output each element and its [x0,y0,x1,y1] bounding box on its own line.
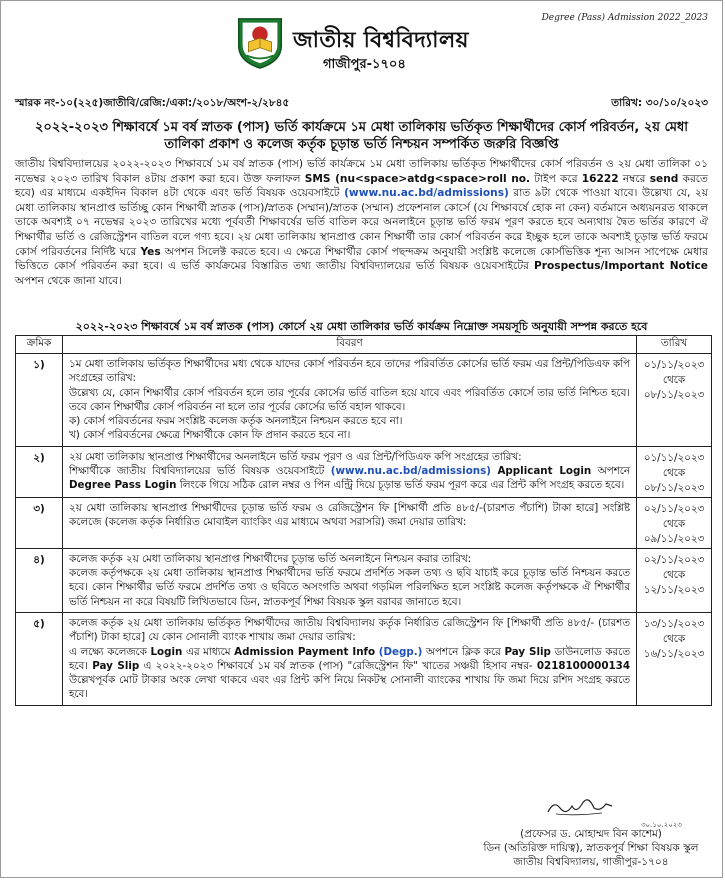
date-from: ০২/১১/২০২৩ [643,502,705,515]
row-description: ২য় মেধা তালিকায় স্থানপ্রাপ্ত শিক্ষার্থীদের চূড়ান্ত ভর্তি ফরম ও রেজিস্ট্রেশন ফি [শিক্ষার্থী প্রতি ৪৮৫/-(চারশত পঁচাশি) টাকা হারে] সংশ্লিষ্ট কলেজে (কলেজ কর্তৃক নির্ধারিত মোবাইল ব্যাংকিং এর মাধ্যমে অথবা সরাসরি) জমা দেয়ার তারিখ: [63,497,637,548]
table-row [16,354,712,447]
row-line: ১ম মেধা তালিকায় ভর্তিকৃত শিক্ষার্থীদের মধ্য থেকে যাদের কোর্স পরিবর্তন হবে তাদের পরিবর্তিত কোর্সের ভর্তি ফরম এর প্রিন্ট/পিডিএফ কপি সংগ্রহের তারিখ: [69,358,630,385]
date-connector: থেকে [662,632,686,645]
admission-url-link[interactable]: (www.nu.ac.bd/admissions) [344,187,509,200]
date-to: ১২/১১/২০২৩ [643,583,705,596]
row-serial: ২) [16,446,63,497]
signature-block [471,827,711,869]
row-line: ২য় মেধা তালিকায় স্থানপ্রাপ্ত শিক্ষার্থীদের অনলাইনে ভর্তি ফরম পূরণ ও এর প্রিন্ট/পিডিএফ কপি সংগ্রহের তারিখ: [69,450,522,463]
row-description [63,354,637,447]
row-description [63,446,637,497]
header-date: তারিখ [637,336,712,354]
sms-format: SMS (nu<space>atdg<space>roll no. [304,172,531,185]
sms-send: send [649,172,679,185]
row-serial: ৫) [16,612,63,705]
table-row [16,497,712,548]
account-number: 0218100000134 [536,659,630,672]
university-name: জাতীয় বিশ্ববিদ্যালয় [293,28,469,53]
body-text: টাইপ করে [530,172,582,185]
row-text: ডাউনলোড করতে হবে। [69,645,631,672]
date-to: ০৮/১১/২০২৩ [643,481,705,494]
table-row [16,446,712,497]
notice-body [15,157,708,288]
date-connector: থেকে [662,374,686,386]
signatory-designation: ডিন (অতিরিক্ত দায়িত্ব), স্নাতকপূর্ব শিক্ষা বিষয়ক স্কুল [483,842,699,854]
date-connector: থেকে [662,466,686,479]
body-text: নম্বরে [618,172,650,185]
row-line: খ) কোর্স পরিবর্তনের ক্ষেত্রে শিক্ষার্থীকে কোন ফি প্রদান করতে হবে না। [69,429,351,442]
pay-slip-label: Pay Slip [504,645,551,658]
row-date [637,497,712,548]
date-from: ০১/১১/২০২৩ [643,359,705,371]
notice-title: ২০২২-২০২৩ শিক্ষাবর্ষে ১ম বর্ষ স্নাতক (পাস) ভর্তি কার্যক্রমে ১ম মেধা তালিকায় ভর্তিকৃত শিক্ষার্থীদের কোর্স পরিবর্তন, ২য় মেধা তালিকা প্রকাশ ও কলেজ কর্তৃক চূড়ান্ত ভর্তি নিশ্চয়ন সম্পর্কিত জরুরি বিজ্ঞপ্তি [34,120,689,152]
body-text: জাতীয় বিশ্ববিদ্যালয়ের ২০২২-২০২৩ শিক্ষাবর্ষে ১ম বর্ষ স্নাতক (পাস) ভর্তি কার্যক্রমে ১ম মেধা তালিকায় ভর্তিকৃত শিক্ষার্থীদের কোর্স পরিবর্তন ও ২য় মেধা তালিকা ০১ নভেম্বর ২০২৩ তারিখ বিকাল ৪টায় প্রকাশ করা হবে। উক্ত ফলাফল [15,158,708,185]
table-row [16,612,712,705]
date-connector: থেকে [662,568,686,581]
login-option: Login [150,645,183,658]
schedule-table [15,335,712,706]
yes-option: Yes [140,245,161,258]
row-line: কলেজ কর্তৃপক্ষকে ২য় মেধা তালিকায় স্থানপ্রাপ্ত শিক্ষার্থীদের ভর্তি ফরমে প্রদর্শিত সকল তথ্য ও ছবি যাচাই করে চূড়ান্ত ভর্তি নিশ্চয়ন করতে হবে। কোন শিক্ষার্থীর ভর্তি ফরমে প্রদর্শিত তথ্য ও ছবিতে অসংগতি অথবা গড়মিল পরিলক্ষিত হলে সংশ্লিষ্ট কলেজ কর্তৃপক্ষকে ঐ শিক্ষার্থীর ভর্তি নিশ্চয়ন না করে বিষয়টি লিখিতভাবে ডিন, স্নাতকপূর্ব শিক্ষা বিষয়ক স্কুল বরাবর জানাতে হবে। [69,567,630,608]
row-text: অপশনে ক্লিক করে [422,645,505,658]
schedule-title: ২০২২-২০২৩ শিক্ষাবর্ষে ১ম বর্ষ স্নাতক (পাস) কোর্সে ২য় মেধা তালিকার ভর্তি কার্যক্রম নিম্নোক্ত সময়সূচি অনুযায়ী সম্পন্ন করতে হবে [75,320,648,333]
admission-url-link[interactable]: (www.nu.ac.bd/admissions) [330,465,491,478]
row-date [637,612,712,705]
row-date [637,354,712,447]
date-from: ১৩/১১/২০২৩ [643,617,705,630]
corner-note: Degree (Pass) Admission 2022_2023 [541,13,708,23]
row-serial: ১) [16,354,63,447]
row-description [63,548,637,612]
row-text: শিক্ষার্থীকে জাতীয় বিশ্ববিদ্যালয়ের ভর্তি বিষয়ক ওয়েবসাইটে [69,465,331,478]
table-header-row [16,336,712,354]
body-text: রাত ৯টা থেকে পাওয়া যাবে। উল্লেখ্য যে, ২য় মেধা তালিকায় স্থানপ্রাপ্ত ভর্তিচ্ছু কোন শিক্ষার্থী স্নাতক (পাস)/স্নাতক (সম্মান)/স্নাতক (সম্মান) প্রফেশনাল কোর্সে (যে শিক্ষাবর্ষে হোক না কেন) বর্তমানে অধ্যয়নরত থাকলে তাকে অবশ্যই ০৭ নভেম্বর ২০২৩ তারিখের মধ্যে পূর্ববর্তী শিক্ষাবর্ষের ভর্তি বাতিল করে অনলাইনে চূড়ান্ত ভর্তি ফরম পূরণ করতে হবে অন্যথায় দ্বৈত ভর্তির কারণে ঐ শিক্ষার্থীর ভর্তি ও রেজিস্ট্রেশন বাতিল বলে গণ্য হবে। ২য় মেধা তালিকায় স্থানপ্রাপ্ত কোন শিক্ষার্থী তার কোর্স পরিবর্তন করে ইচ্ছুক হলে তাকে অবশ্যই চূড়ান্ত ভর্তি ফরমে কোর্স পরিবর্তনের নির্দিষ্ট ঘরে [15,187,708,258]
admission-payment-info-option: Admission Payment Info [234,645,376,658]
header-description: বিবরণ [63,336,637,354]
row-text: লিংকে গিয়ে সঠিক রোল নম্বর ও পিন এন্ট্রি দিয়ে চূড়ান্ত ভর্তি ফরম পূরণ করে এর প্রিন্ট কপি সংগ্রহ করতে হবে। [176,479,625,492]
memo-ref: স্মারক নং-১০(২২৫)জাতীবি/রেজি:/একা:/২০১৮/অংশ-২/২৮৪৫ [15,97,290,109]
row-date [637,446,712,497]
row-line: ক) কোর্স পরিবর্তনের ফরম সংশ্লিষ্ট কলেজ কর্তৃক অনলাইনে নিশ্চয়ন করতে হবে না। [69,415,403,428]
row-text: এ ২০২২-২০২৩ শিক্ষাবর্ষে ১ম বর্ষ স্নাতক (পাস) "রেজিস্ট্রেশন ফি" খাতের সঞ্চয়ী হিসাব নম্বর- [139,659,537,672]
row-line: কলেজ কর্তৃক ২য় মেধা তালিকায় স্থানপ্রাপ্ত শিক্ষার্থীদের চূড়ান্ত ভর্তি অনলাইনে নিশ্চয়ন করার তারিখ: [69,552,472,565]
memo-date: তারিখ: ৩০/১০/২০২৩ [611,97,708,109]
body-text: অপশন থেকে জানা যাবে। [15,274,122,287]
signature-icon [546,796,616,818]
row-text: এ লক্ষ্যে কলেজকে [69,645,151,658]
row-description [63,612,637,705]
header-serial: ক্রমিক [16,336,63,354]
date-to: ১৬/১১/২০২৩ [643,647,705,660]
degp-tag: (Degp.) [378,645,423,658]
body-text: অপশন সিলেক্ট করতে হবে। এ ক্ষেত্রে শিক্ষার্থীর কোর্স পছন্দক্রম অনুযায়ী সংশ্লিষ্ট কলেজে কোর্সভিত্তিক শূন্য আসন সাপেক্ষে মেধার ভিত্তিতে কোর্স পরিবর্তন করা হবে। এ ভর্তি কার্যক্রমের বিস্তারিত তথ্য জাতীয় বিশ্ববিদ্যালয়ের ভর্তি বিষয়ক ওয়েবসাইটের [15,245,708,273]
sms-number: 16222 [581,172,619,185]
degree-pass-login-link: Degree Pass Login [69,479,177,492]
date-to: ০৮/১১/২০২৩ [643,389,705,401]
date-from: ০১/১১/২০২৩ [643,451,705,464]
header [1,13,722,83]
table-row [16,548,712,612]
row-date [637,548,712,612]
prospectus-option: Prospectus/Important Notice [534,260,708,273]
date-to: ০৯/১১/২০২৩ [643,532,705,545]
pay-slip-label: Pay Slip [92,659,140,672]
row-serial: ৪) [16,548,63,612]
signatory-office: জাতীয় বিশ্ববিদ্যালয়, গাজীপুর-১৭০৪ [513,856,669,868]
row-text: অপশনে [591,465,631,478]
row-line: উল্লেখ্য যে, কোন শিক্ষার্থীর কোর্স পরিবর্তন হলে তার পূর্বের কোর্সের ভর্তি বাতিল হয়ে যাবে এবং পরিবর্তিত কোর্সে তার ভর্তি নিশ্চিত হবে। তবে কোন শিক্ষার্থীর কোর্স পরিবর্তন না হলে তার পূর্বের কোর্সের ভর্তি বহাল থাকবে। [69,386,630,413]
applicant-login-option: Applicant Login [497,465,592,478]
row-line: কলেজ কর্তৃক ২য় মেধা তালিকায় ভর্তিকৃত শিক্ষার্থীদের জাতীয় বিশ্ববিদ্যালয় কর্তৃক নির্ধারিত রেজিস্ট্রেশন ফি [শিক্ষার্থী প্রতি ৪৮৫/- (চারশত পঁচাশি) টাকা হারে] যে কোন সোনালী ব্যাংক শাখায় জমা দেয়ার তারিখ: [69,616,630,644]
signatory-name: (প্রফেসর ড. মোহাম্মদ বিন কাশেম) [520,828,662,840]
signature-date: ৩০.১০.২০২৩ [641,821,682,829]
body-text: করতে হবে) এর মাধ্যমে একইদিন বিকাল ৪টা থেকে এবং ভর্তি বিষয়ক ওয়েবসাইটে [15,172,709,200]
date-from: ০২/১১/২০২৩ [643,553,705,566]
university-location: গাজীপুর-১৭০৪ [323,57,406,72]
row-serial: ৩) [16,497,63,548]
row-text: এর মাধ্যমে [182,645,235,658]
university-logo-icon [231,13,289,71]
memo-row [15,96,708,113]
row-text: উল্লেখপূর্বক মোট টাকার অংক লেখা থাকবে এবং এর প্রিন্ট কপি নিয়ে নিকটস্থ সোনালী ব্যাংকের শাখায় ফি জমা দিয়ে রশিদ সংগ্রহ করতে হবে। [69,674,630,701]
date-connector: থেকে [662,517,686,530]
